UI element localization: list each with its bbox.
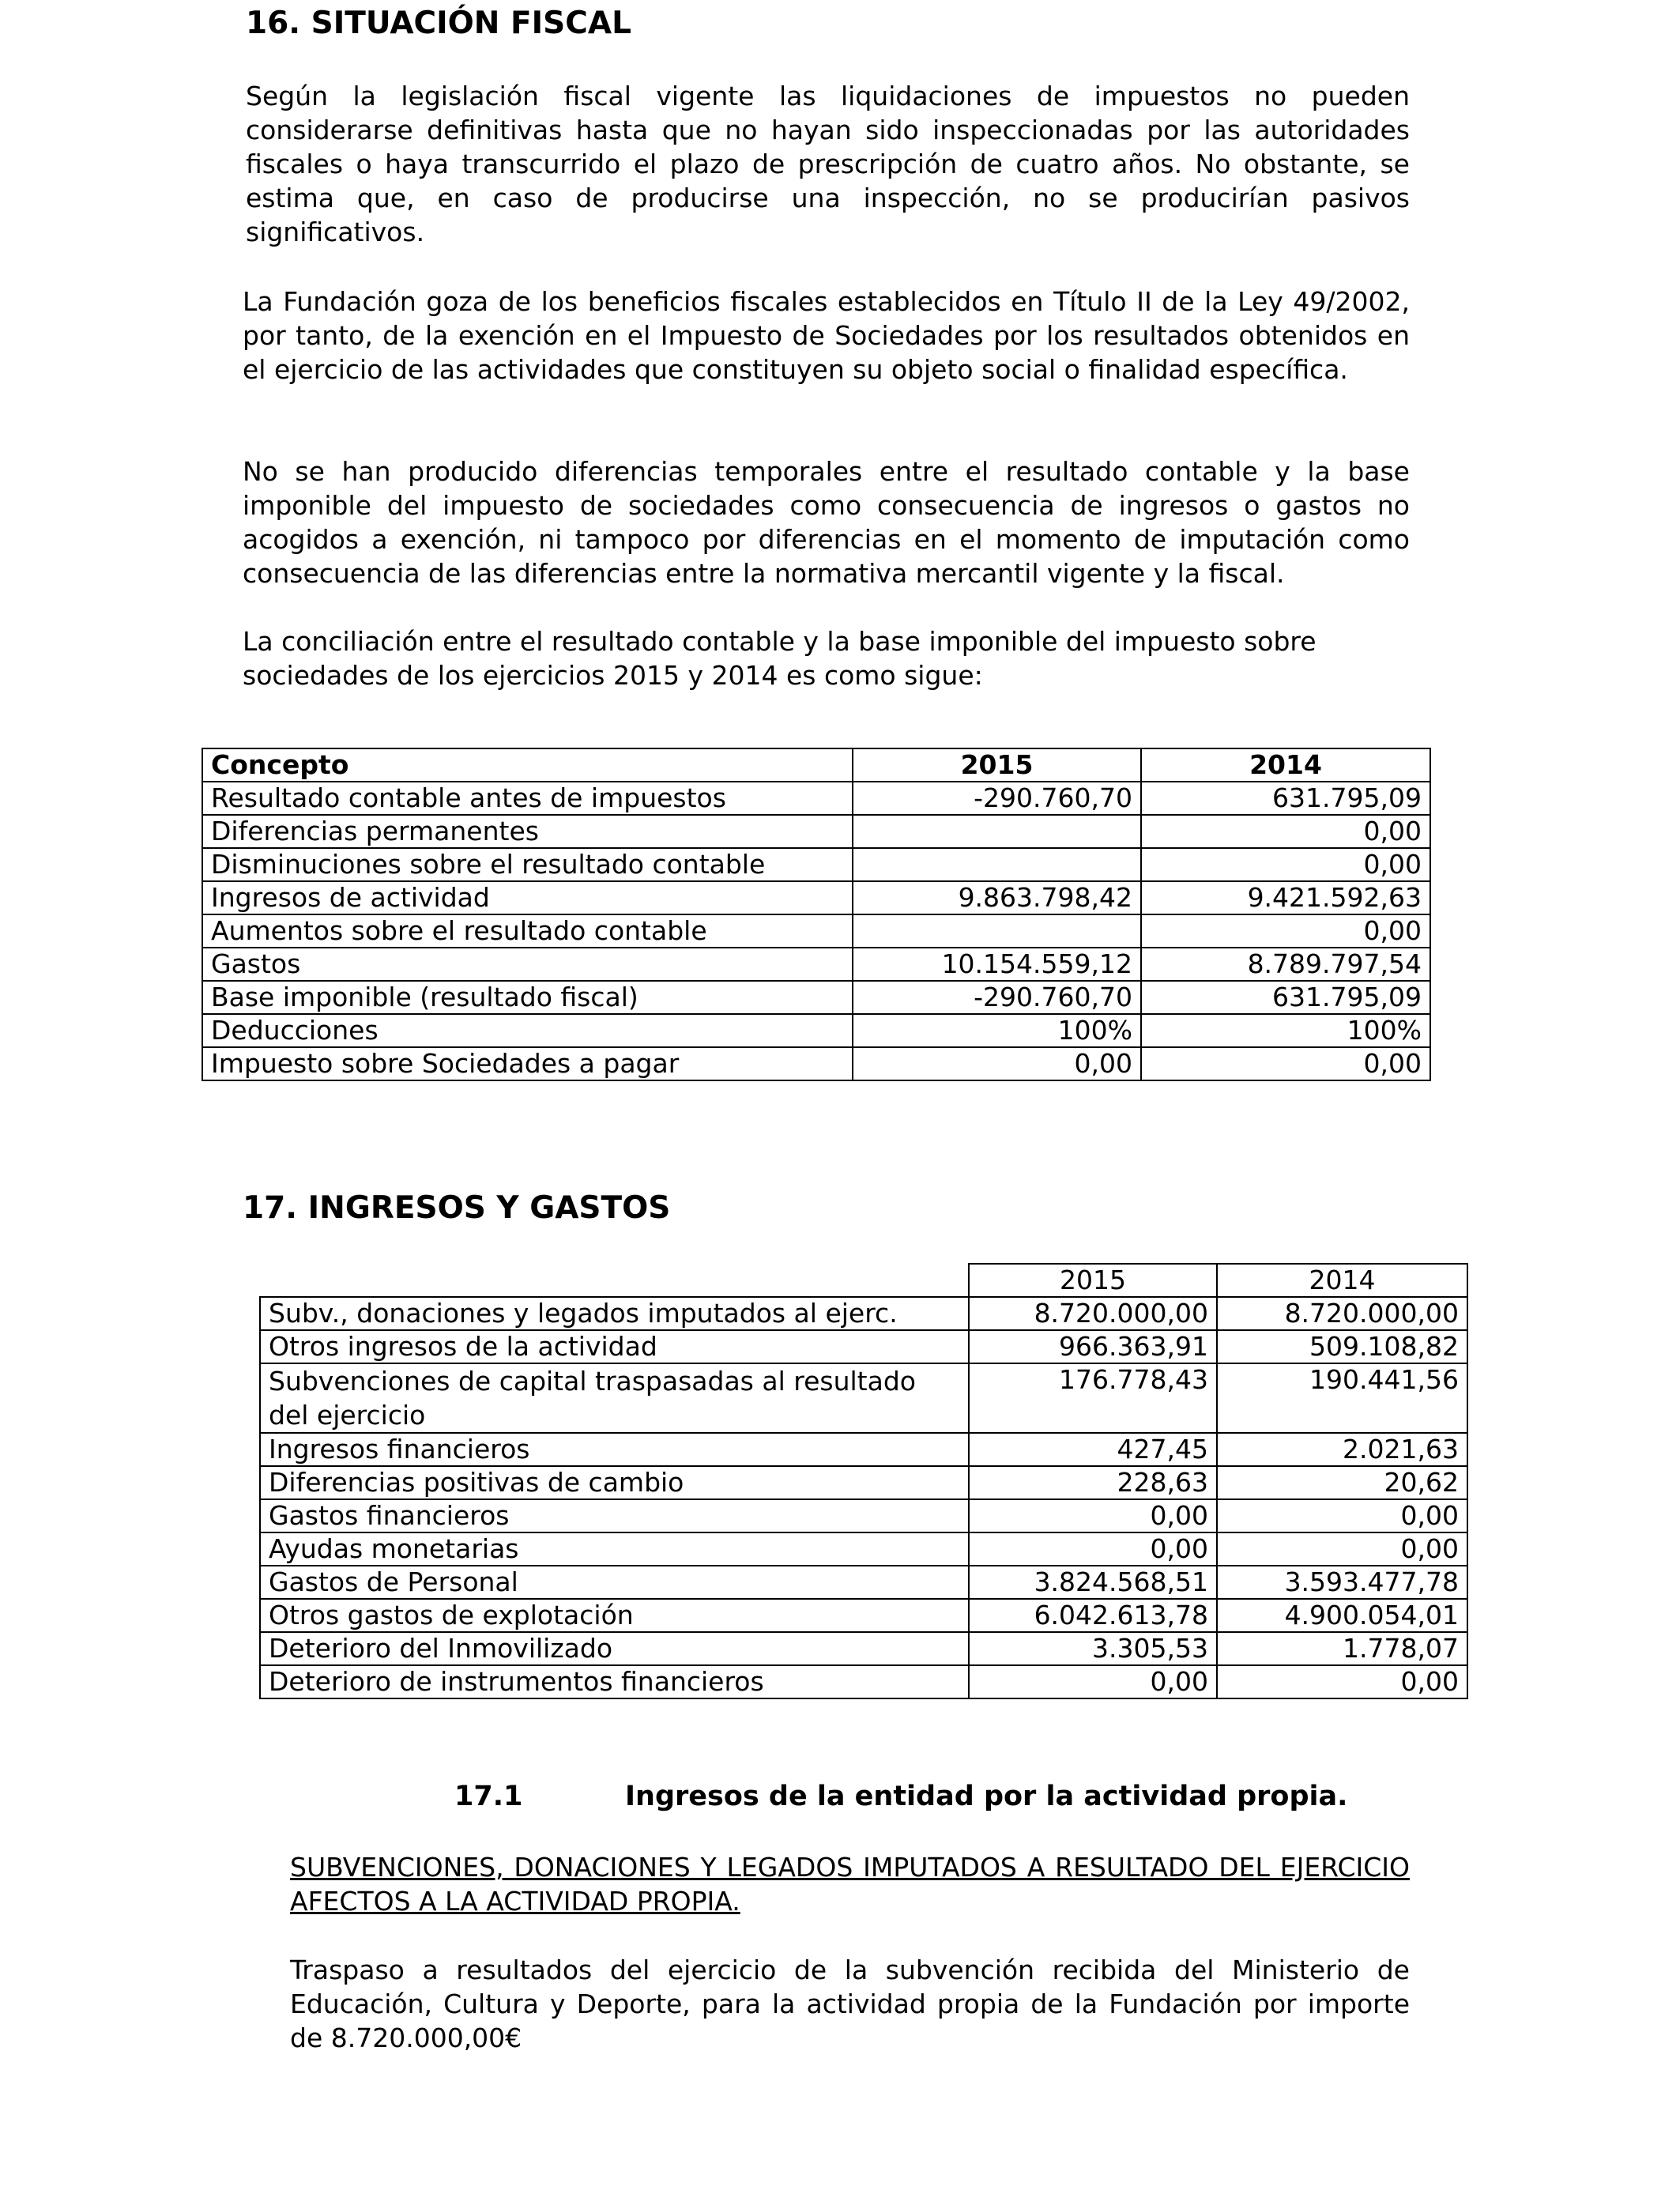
table-row [260, 1297, 1467, 1330]
value-2015: 0,00 [969, 1665, 1217, 1698]
table-row [202, 914, 1430, 948]
value-2014: 0,00 [1141, 1047, 1430, 1080]
value-2015: -290.760,70 [853, 981, 1141, 1014]
table-row [202, 1014, 1430, 1047]
row-label: Gastos financieros [260, 1499, 969, 1532]
row-label: Gastos [202, 948, 853, 981]
section-16-paragraph-4: La conciliación entre el resultado contable y la base imponible del impuesto sobre sociedades de los ejercicios 2015 y 2014 es como sigue: [243, 626, 1317, 691]
row-label: Ingresos financieros [260, 1433, 969, 1466]
value-2014: 509.108,82 [1217, 1330, 1467, 1363]
value-2014: 8.789.797,54 [1141, 948, 1430, 981]
value-2015: 8.720.000,00 [969, 1297, 1217, 1330]
table-row [260, 1466, 1467, 1499]
value-2014: 9.421.592,63 [1141, 881, 1430, 914]
value-2015 [853, 815, 1141, 848]
subsection-title: Ingresos de la entidad por la actividad propia. [625, 1781, 1348, 1812]
column-header: 2014 [1141, 748, 1430, 782]
value-2014: 100% [1141, 1014, 1430, 1047]
value-2014: 1.778,07 [1217, 1632, 1467, 1665]
table-row [260, 1433, 1467, 1466]
value-2014: 0,00 [1141, 815, 1430, 848]
table-row [260, 1599, 1467, 1632]
column-header: Concepto [202, 748, 853, 782]
row-label: Disminuciones sobre el resultado contable [202, 848, 853, 881]
table-header-row [202, 748, 1430, 782]
empty-header-cell [260, 1264, 969, 1297]
row-label: Resultado contable antes de impuestos [202, 782, 853, 815]
value-2014: 631.795,09 [1141, 782, 1430, 815]
row-label: Impuesto sobre Sociedades a pagar [202, 1047, 853, 1080]
income-expenses-table [259, 1263, 1468, 1699]
value-2015: 427,45 [969, 1433, 1217, 1466]
table-row [202, 848, 1430, 881]
row-label: Otros gastos de explotación [260, 1599, 969, 1632]
tax-reconciliation-table [202, 748, 1431, 1081]
table-row [202, 881, 1430, 914]
column-header: 2015 [853, 748, 1141, 782]
value-2014: 8.720.000,00 [1217, 1297, 1467, 1330]
value-2015: 3.824.568,51 [969, 1566, 1217, 1599]
value-2015: 0,00 [969, 1499, 1217, 1532]
row-label: Ingresos de actividad [202, 881, 853, 914]
table-row [202, 948, 1430, 981]
value-2015: 176.778,43 [969, 1363, 1217, 1433]
row-label: Gastos de Personal [260, 1566, 969, 1599]
table-row [202, 1047, 1430, 1080]
table-row [202, 981, 1430, 1014]
section-16-title: 16. SITUACIÓN FISCAL [246, 6, 631, 41]
row-label: Aumentos sobre el resultado contable [202, 914, 853, 948]
table-row [260, 1499, 1467, 1532]
row-label: Diferencias positivas de cambio [260, 1466, 969, 1499]
table-row [202, 815, 1430, 848]
value-2014: 4.900.054,01 [1217, 1599, 1467, 1632]
row-label: Deducciones [202, 1014, 853, 1047]
row-label: Base imponible (resultado fiscal) [202, 981, 853, 1014]
column-header: 2014 [1217, 1264, 1467, 1297]
subsection-number: 17.1 [454, 1781, 523, 1812]
value-2014: 631.795,09 [1141, 981, 1430, 1014]
value-2014: 0,00 [1217, 1665, 1467, 1698]
value-2014: 0,00 [1141, 914, 1430, 948]
row-label: Diferencias permanentes [202, 815, 853, 848]
section-16-paragraph-2: La Fundación goza de los beneficios fiscales establecidos en Título II de la Ley 49/2002, por tanto, de la exención en el Impuesto de Sociedades por los resultados obtenidos en el ejercicio de las actividades que constituyen su objeto social o finalidad específica. [243, 286, 1410, 385]
value-2015: 3.305,53 [969, 1632, 1217, 1665]
section-16-paragraph-3: No se han producido diferencias temporales entre el resultado contable y la base imponible del impuesto de sociedades como consecuencia de ingresos o gastos no acogidos a exención, ni tampoco por diferencias en el momento de imputación como consecuencia de las diferencias entre la normativa mercantil vigente y la fiscal. [243, 456, 1410, 589]
value-2015: 9.863.798,42 [853, 881, 1141, 914]
value-2014: 190.441,56 [1217, 1363, 1467, 1433]
row-label: Subvenciones de capital traspasadas al resultado del ejercicio [260, 1363, 969, 1433]
section-17-title: 17. INGRESOS Y GASTOS [243, 1190, 671, 1226]
value-2015 [853, 914, 1141, 948]
row-label: Deterioro de instrumentos financieros [260, 1665, 969, 1698]
table-row [260, 1363, 1467, 1433]
row-label: Otros ingresos de la actividad [260, 1330, 969, 1363]
value-2015: 0,00 [853, 1047, 1141, 1080]
value-2015 [853, 848, 1141, 881]
value-2014: 0,00 [1217, 1499, 1467, 1532]
table-row [260, 1532, 1467, 1566]
value-2015: 10.154.559,12 [853, 948, 1141, 981]
value-2014: 0,00 [1217, 1532, 1467, 1566]
row-label: Ayudas monetarias [260, 1532, 969, 1566]
table-row [260, 1330, 1467, 1363]
value-2014: 2.021,63 [1217, 1433, 1467, 1466]
table-row [260, 1566, 1467, 1599]
row-label: Deterioro del Inmovilizado [260, 1632, 969, 1665]
value-2015: 100% [853, 1014, 1141, 1047]
value-2015: -290.760,70 [853, 782, 1141, 815]
value-2015: 0,00 [969, 1532, 1217, 1566]
table-row [260, 1632, 1467, 1665]
table-row [260, 1665, 1467, 1698]
table-row [202, 782, 1430, 815]
underlined-heading: SUBVENCIONES, DONACIONES Y LEGADOS IMPUTADOS A RESULTADO DEL EJERCICIO AFECTOS A LA ACTIVIDAD PROPIA. [290, 1852, 1410, 1917]
value-2015: 6.042.613,78 [969, 1599, 1217, 1632]
value-2015: 966.363,91 [969, 1330, 1217, 1363]
value-2015: 228,63 [969, 1466, 1217, 1499]
column-header: 2015 [969, 1264, 1217, 1297]
value-2014: 20,62 [1217, 1466, 1467, 1499]
subsection-paragraph: Traspaso a resultados del ejercicio de la subvención recibida del Ministerio de Educación, Cultura y Deporte, para la actividad propia de la Fundación por importe de 8.720.000,00€ [290, 1955, 1410, 2053]
value-2014: 0,00 [1141, 848, 1430, 881]
table-header-row [260, 1264, 1467, 1297]
row-label: Subv., donaciones y legados imputados al ejerc. [260, 1297, 969, 1330]
value-2014: 3.593.477,78 [1217, 1566, 1467, 1599]
section-16-paragraph-1: Según la legislación fiscal vigente las liquidaciones de impuestos no pueden considerarse definitivas hasta que no hayan sido inspeccionadas por las autoridades fiscales o haya transcurrido el plazo de prescripción de cuatro años. No obstante, se estima que, en caso de producirse una inspección, no se producirían pasivos significativos. [246, 81, 1410, 247]
